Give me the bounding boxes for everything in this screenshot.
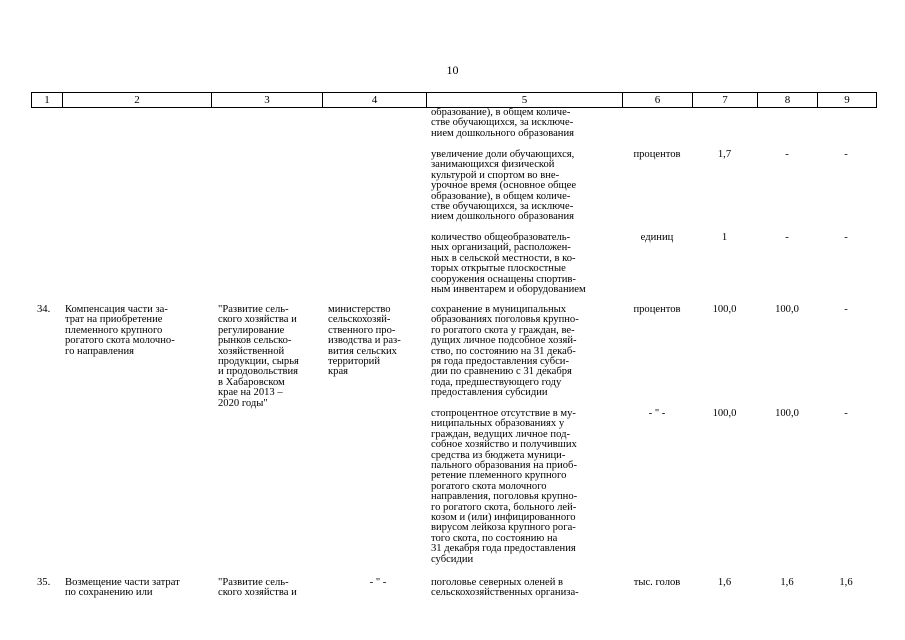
value-col9: 1,6 bbox=[839, 577, 853, 588]
unit-cell: - " - bbox=[648, 408, 666, 419]
col-header-1: 1 bbox=[32, 93, 63, 107]
page-number: 10 bbox=[446, 63, 459, 77]
indicator-text: сохранение в муниципальных образованиях поголовья крупно- го рогатого скота у граждан, ве- дущих личное подсобное хозяй- ство, по состоянию на 31 декаб- ря года предоставления субси- дии по сравнению с 31 декабря года, предшествующего году предоставления субсидии bbox=[431, 304, 579, 399]
value-col8: - bbox=[785, 232, 789, 243]
indicator-text: увеличение доли обучающихся, занимающихся физической культурой и спортом во вне- урочное время (основное общее образование), в общем количе- стве обучающихся, за исключе- нием дошкольного образования bbox=[431, 149, 577, 223]
indicator-text: образование), в общем количе- стве обучающихся, за исключе- нием дошкольного образования bbox=[431, 107, 574, 139]
row-number: 35. bbox=[37, 577, 51, 588]
value-col8: 1,6 bbox=[780, 577, 794, 588]
indicator-text: поголовье северных оленей в сельскохозяйственных организа- bbox=[431, 577, 579, 599]
responsible-body: - " - bbox=[369, 577, 387, 588]
measure-name: Возмещение части затрат по сохранению или bbox=[65, 577, 180, 599]
value-col7: 100,0 bbox=[712, 408, 737, 419]
value-col7: 1 bbox=[721, 232, 728, 243]
value-col7: 1,7 bbox=[717, 149, 732, 160]
table-header-row bbox=[31, 92, 877, 108]
col-header-4: 4 bbox=[323, 93, 427, 107]
unit-cell: процентов bbox=[633, 149, 681, 160]
value-col7: 100,0 bbox=[712, 304, 737, 315]
responsible-body: министерство сельскохозяй- ственного про- изводства и раз- вития сельских территорий края bbox=[328, 304, 401, 378]
col-header-2: 2 bbox=[63, 93, 212, 107]
unit-cell: процентов bbox=[633, 304, 681, 315]
col-header-3: 3 bbox=[212, 93, 323, 107]
value-col8: - bbox=[785, 149, 789, 160]
value-col9: - bbox=[844, 149, 848, 160]
value-col8: 100,0 bbox=[775, 408, 799, 419]
value-col9: - bbox=[844, 304, 848, 315]
indicator-text: количество общеобразователь- ных организаций, расположен- ных в сельской местности, в ко- торых открытые плоскостные сооружения оснащены спортив- ным инвентарем и оборудованием bbox=[431, 232, 586, 296]
col-header-7: 7 bbox=[693, 93, 758, 107]
col-header-9: 9 bbox=[844, 94, 850, 106]
program-name: "Развитие сель- ского хозяйства и регулирование рынков сельско- хозяйственной продукции, сырья и продовольствия в Хабаровском крае на 2013 – 2020 годы" bbox=[218, 304, 299, 409]
measure-name: Компенсация части за- трат на приобретение племенного крупного рогатого скота молочно- го направления bbox=[65, 304, 175, 357]
program-name: "Развитие сель- ского хозяйства и bbox=[218, 577, 297, 599]
value-col9: - bbox=[844, 408, 848, 419]
unit-cell: тыс. голов bbox=[633, 577, 681, 588]
value-col8: 100,0 bbox=[775, 304, 799, 315]
value-col7: 1,6 bbox=[717, 577, 732, 588]
unit-cell: единиц bbox=[640, 232, 674, 243]
row-number: 34. bbox=[37, 304, 51, 315]
col-header-6: 6 bbox=[623, 93, 693, 107]
col-header-5: 5 bbox=[427, 93, 623, 107]
indicator-text: стопроцентное отсутствие в му- ниципальных образованиях у граждан, ведущих личное под- собное хозяйство и получивших средства из бюджета муници- пального образования на приоб- ретение племенного крупного рогатого скота молочного направления, поголовья крупно- го рогатого скота, больного лей- козом и (или) инфицированного вирусом лейкоза крупного рога- того скота, по состоянию на 31 декабря года предоставления субсидии bbox=[431, 408, 578, 565]
value-col9: - bbox=[844, 232, 848, 243]
col-header-8: 8 bbox=[758, 93, 818, 107]
